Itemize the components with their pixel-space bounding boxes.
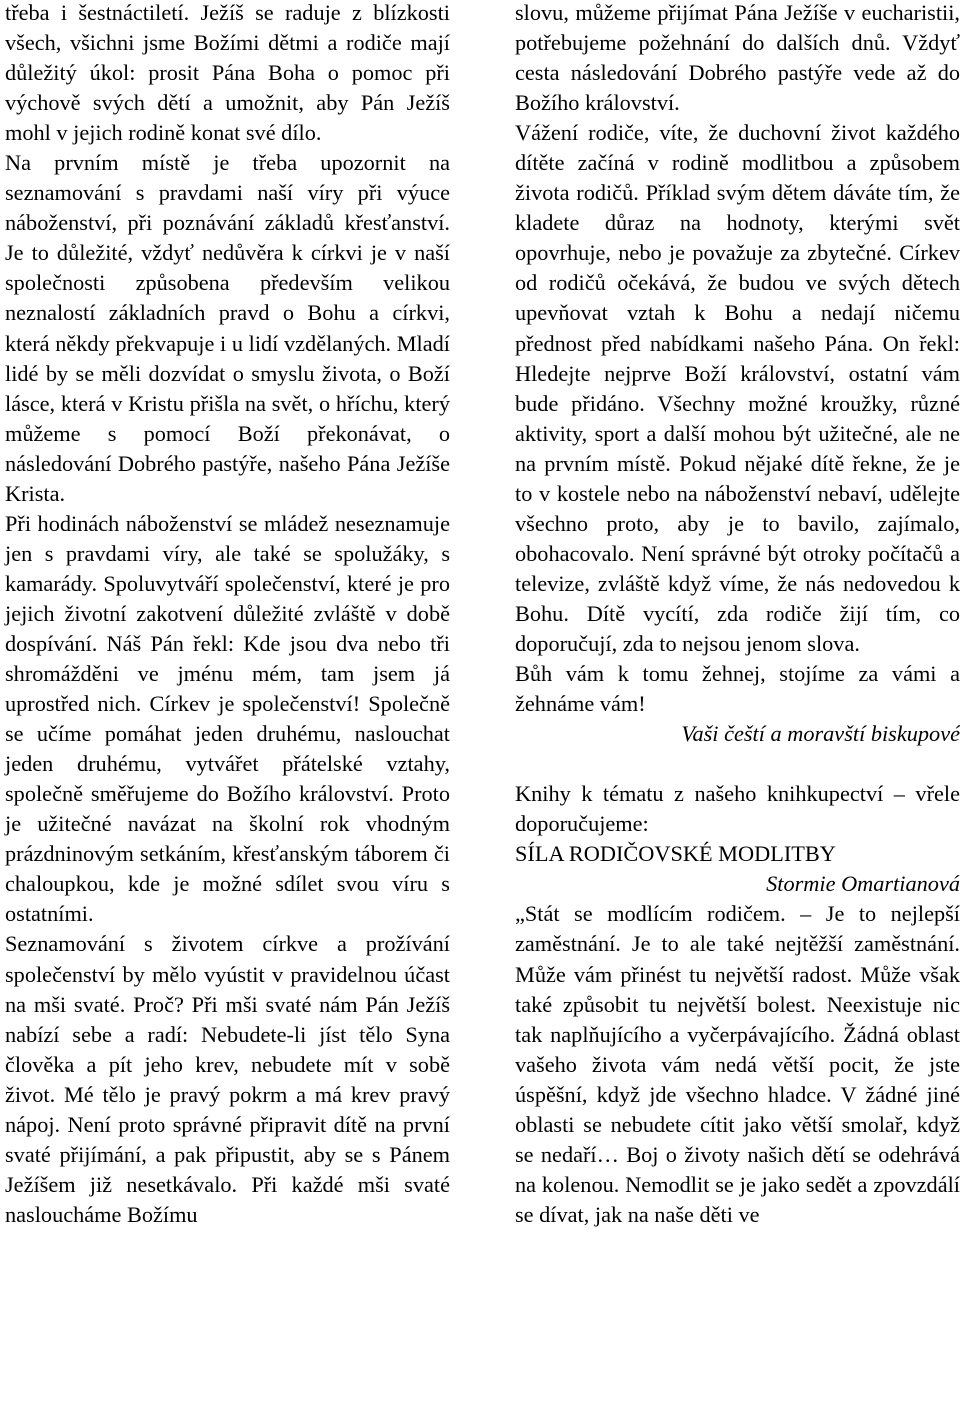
paragraph: Seznamování s životem církve a prožívání společenství by mělo vyústit v pravidelnou účast na mši svaté. Proč? Při mši svaté nám Pán Ježíš nabízí sebe a radí: Nebudete-li jíst tělo Syna člověka a pít jeho krev, nebudete mít v sobě život. Mé tělo je pravý pokrm a má krev pravý nápoj. Není proto správné připravit dítě na první svaté přijímání, a pak připustit, aby se s Pánem Ježíšem již nesetkávalo. Při každé mši svaté nasloucháme Božímu [5, 931, 450, 1227]
paragraph: slovu, můžeme přijímat Pána Ježíše v eucharistii, potřebujeme požehnání do dalších dnů. Vždyť cesta následování Dobrého pastýře vede až do Božího království. [515, 0, 960, 116]
books-intro: Knihy k tématu z našeho knihkupectví – vřele doporučujeme: [515, 781, 960, 837]
left-column [5, 0, 450, 1230]
spacer [515, 749, 960, 779]
paragraph: Bůh vám k tomu žehnej, stojíme za vámi a žehnáme vám! [515, 661, 960, 717]
book-quote: „Stát se modlícím rodičem. – Je to nejlepší zaměstnání. Je to ale také nejtěžší zaměstnání. Může vám přinést tu největší radost. Může však také způsobit tu největší bolest. Neexistuje nic tak naplňujícího a vyčerpávajícího. Žádná oblast vašeho života vám nedá větší pocit, že jste úspěšní, když jde všechno hladce. V žádné jiné oblasti se nebudete cítit jako větší smolař, když se nedaří… Boj o životy našich dětí se odehrává na kolenou. Nemodlit se je jako sedět a zpovzdálí se dívat, jak na naše děti ve [515, 901, 960, 1227]
paragraph: Na prvním místě je třeba upozornit na seznamování s pravdami naší víry při výuce náboženství, při poznávání základů křesťanství. Je to důležité, vždyť nedůvěra k církvi je v naší společnosti způsobena především velikou neznalostí základních pravd o Bohu a církvi, která někdy překvapuje i u lidí vzdělaných. Mladí lidé by se měli dozvídat o smyslu života, o Boží lásce, která v Kristu přišla na svět, o hříchu, který můžeme s pomocí Boží překonávat, o následování Dobrého pastýře, našeho Pána Ježíše Krista. [5, 150, 450, 506]
book-author: Stormie Omartianová [766, 871, 960, 897]
paragraph: Při hodinách náboženství se mládež neseznamuje jen s pravdami víry, ale také se spolužáky, s kamarády. Spoluvytváří společenství, které je pro jejich životní zakotvení důležité zvláště v době dospívání. Náš Pán řekl: Kde jsou dva nebo tři shromážděni ve jménu mém, tam jsem já uprostřed nich. Církev je společenství! Společně se učíme pomáhat jeden druhému, naslouchat jeden druhému, vytvářet přátelské vztahy, společně směřujeme do Božího království. Proto je užitečné navázat na školní rok vhodným prázdninovým setkáním, křesťanským táborem či chaloupkou, kde je možné sdílet svou víru s ostatními. [5, 510, 450, 927]
right-column [515, 0, 960, 1230]
paragraph: Vážení rodiče, víte, že duchovní život každého dítěte začíná v rodině modlitbou a způsobem života rodičů. Příklad svým dětem dáváte tím, že kladete důraz na hodnoty, kterými svět opovrhuje, nebo je považuje za zbytečné. Církev od rodičů očekává, že budou ve svých dětech upevňovat vztah k Bohu a nedají ničemu přednost před nabídkami našeho Pána. On řekl: Hledejte nejprve Boží království, ostatní vám bude přidáno. Všechny možné kroužky, různé aktivity, sport a další mohou být užitečné, ale ne na prvním místě. Pokud nějaké dítě řekne, že je to v kostele nebo na náboženství nebaví, udělejte všechno proto, aby je to bavilo, zajímalo, obohacovalo. Není správné být otroky počítačů a televize, zvláště když víme, že nás nedovedou k Bohu. Dítě vycítí, zda rodiče žijí tím, co doporučují, zda to nejsou jenom slova. [515, 120, 960, 656]
signature: Vaši čeští a moravští biskupové [681, 721, 960, 747]
book-title: SÍLA RODIČOVSKÉ MODLITBY [515, 841, 836, 867]
paragraph: třeba i šestnáctiletí. Ježíš se raduje z blízkosti všech, všichni jsme Božími dětmi a rodiče mají důležitý úkol: prosit Pána Boha o pomoc při výchově svých dětí a umožnit, aby Pán Ježíš mohl v jejich rodině konat své dílo. [5, 0, 450, 146]
